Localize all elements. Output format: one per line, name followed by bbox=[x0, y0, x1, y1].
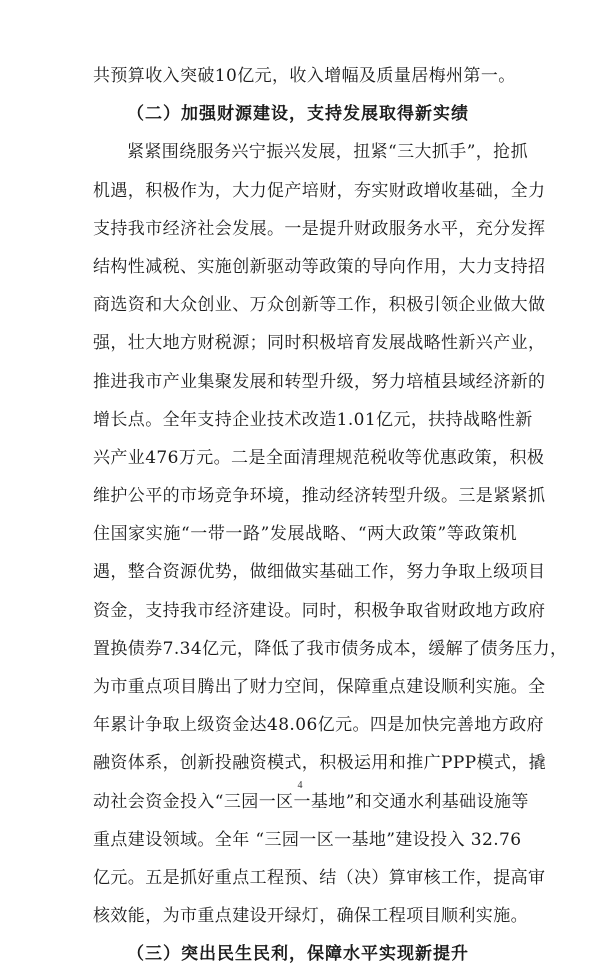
text-line: 为市重点项目腾出了财力空间，保障重点建设顺利实施。全 bbox=[93, 677, 546, 697]
text-line: 资金，支持我市经济建设。同时，积极争取省财政地方政府 bbox=[93, 600, 546, 621]
text-line: 维护公平的市场竞争环境，推动经济转型升级。三是紧紧抓 bbox=[93, 486, 546, 507]
section-heading-3: （三）突出民生民利，保障水平实现新提升 bbox=[127, 944, 469, 965]
text-line: 支持我市经济社会发展。一是提升财政服务水平，充分发挥 bbox=[93, 218, 546, 239]
text-line: 亿元。五是抓好重点工程预、结（决）算审核工作，提高审 bbox=[93, 867, 546, 888]
text-line: 增长点。全年支持企业技术改造1.01亿元，扶持战略性新 bbox=[93, 409, 533, 430]
text-line: 置换债券7.34亿元，降低了我市债务成本，缓解了债务压力， bbox=[93, 638, 568, 659]
body-text bbox=[93, 57, 568, 974]
text-line: 结构性减税、实施创新驱动等政策的导向作用，大力支持招 bbox=[93, 256, 546, 277]
text-line: 核效能，为市重点建设开绿灯，确保工程项目顺利实施。 bbox=[93, 906, 528, 927]
text-line: 紧紧围绕服务兴宁振兴发展，扭紧“三大抓手”，抢抓 bbox=[127, 142, 528, 163]
text-line: 强，壮大地方财税源；同时积极培育发展战略性新兴产业， bbox=[93, 333, 546, 354]
text-line: 商选资和大众创业、万众创新等工作，积极引领企业做大做 bbox=[93, 295, 546, 316]
section-heading-2: （二）加强财源建设，支持发展取得新实绩 bbox=[127, 104, 469, 125]
text-line: 兴产业476万元。二是全面清理规范税收等优惠政策，积极 bbox=[93, 447, 545, 468]
text-line: 共预算收入突破10亿元，收入增幅及质量居梅州第一。 bbox=[93, 66, 516, 86]
page-number: 4 bbox=[297, 780, 303, 791]
text-line: 住国家实施“一带一路”发展战略、“两大政策”等政策机 bbox=[93, 524, 517, 545]
text-line: 机遇，积极作为，大力促产培财，夯实财政增收基础，全力 bbox=[93, 180, 546, 201]
text-line: 遇，整合资源优势，做细做实基础工作，努力争取上级项目 bbox=[93, 562, 546, 583]
text-line: 重点建设领域。全年 “三园一区一基地”建设投入 32.76 bbox=[93, 829, 522, 850]
text-line: 融资体系，创新投融资模式，积极运用和推广PPP模式，撬 bbox=[93, 753, 547, 774]
text-line: 年累计争取上级资金达48.06亿元。四是加快完善地方政府 bbox=[93, 715, 544, 736]
text-line: 动社会资金投入“三园一区一基地”和交通水利基础设施等 bbox=[93, 791, 529, 812]
text-line: 推进我市产业集聚发展和转型升级，努力培植县域经济新的 bbox=[93, 371, 546, 392]
